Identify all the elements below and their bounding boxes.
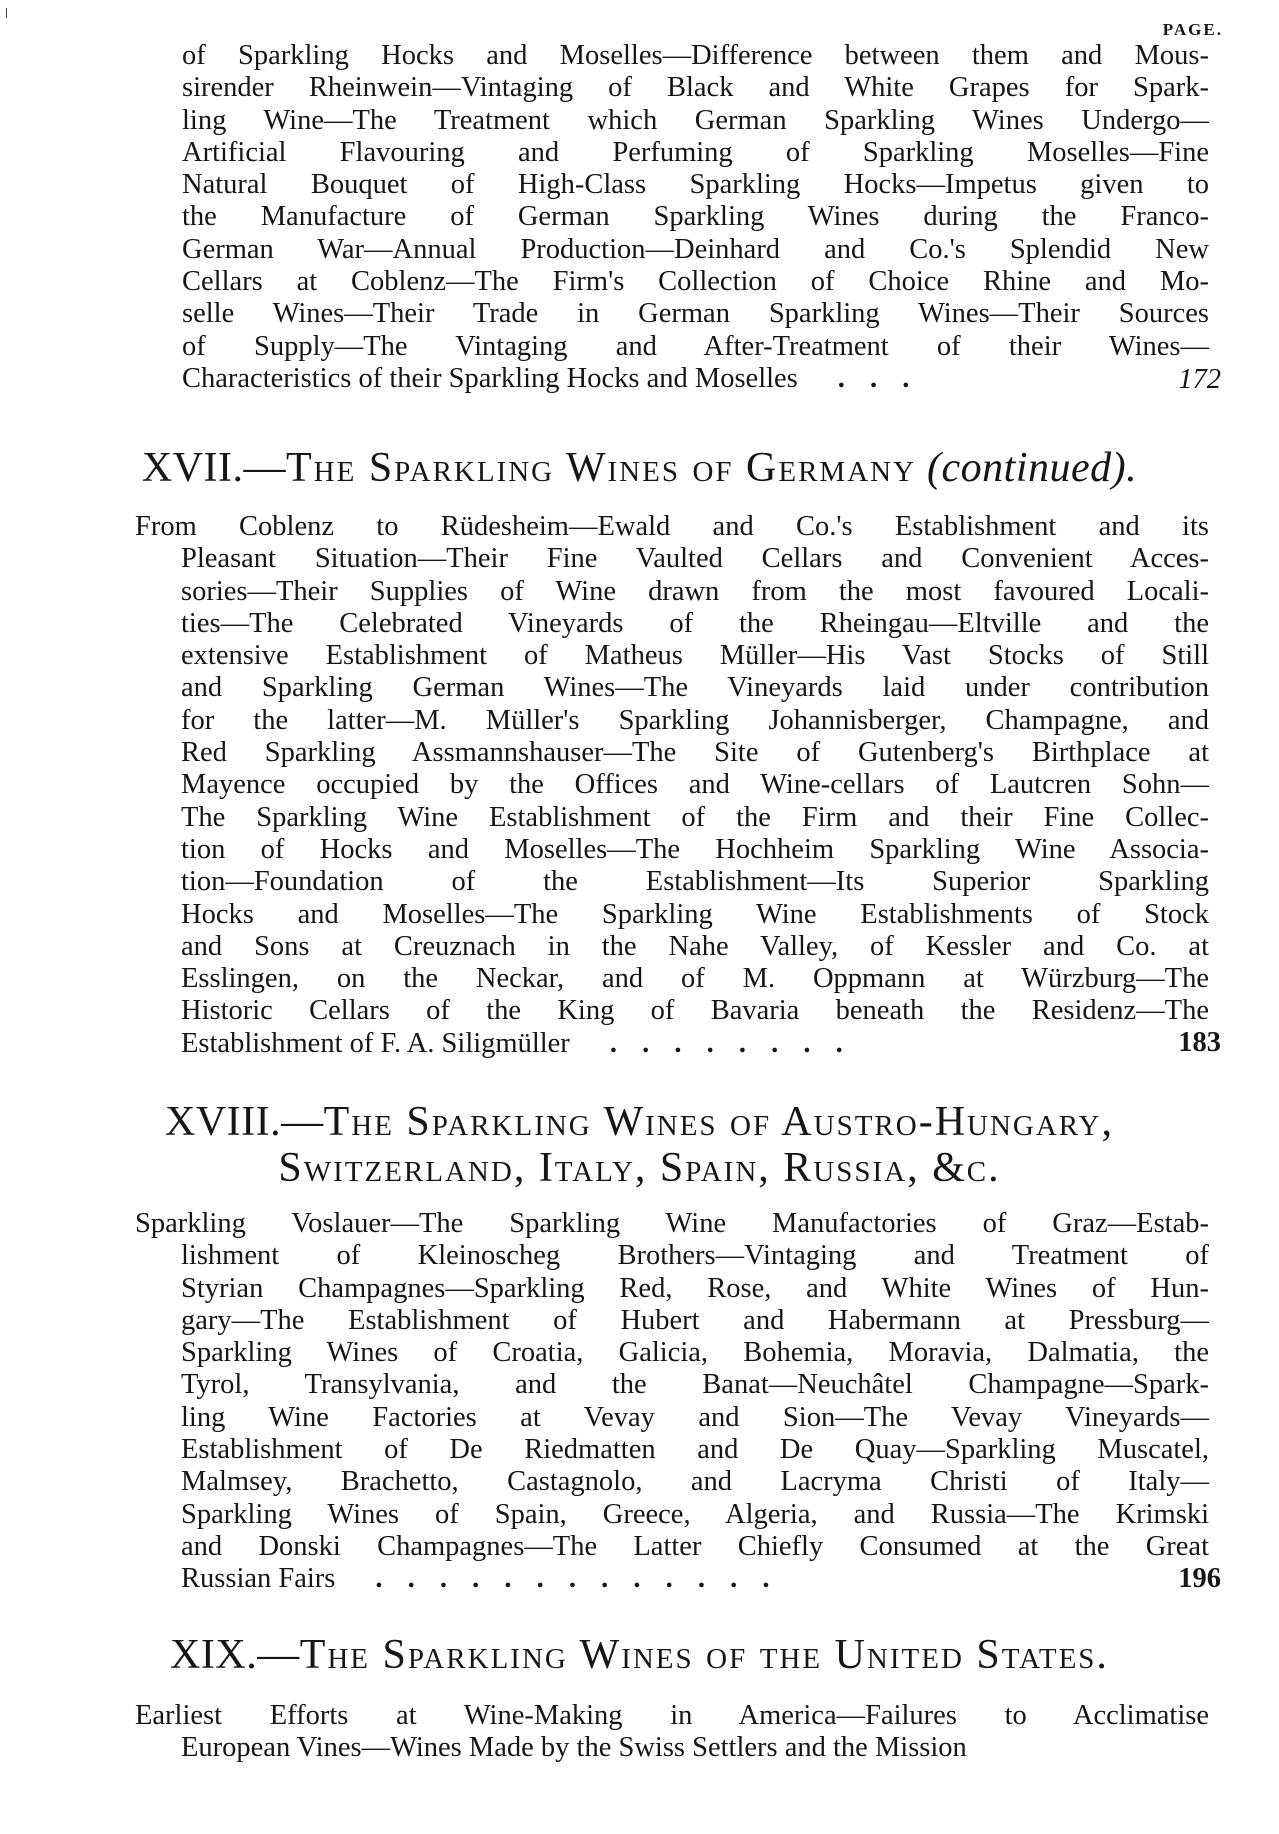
chapter-xvii-title: The Sparkling Wines of Germany — [286, 445, 917, 491]
text-line: European Vines—Wines Made by the Swiss Settlers and the Mission — [181, 1732, 967, 1764]
text-line: lishment of Kleinoscheg Brothers—Vintaging and Treatment of — [181, 1240, 1209, 1272]
text-line: sirender Rheinwein—Vintaging of Black and White Grapes for Spark- — [182, 72, 1209, 104]
text-line: Artificial Flavouring and Perfuming of Sparkling Moselles—Fine — [182, 136, 1209, 168]
text-line: Characteristics of their Sparkling Hocks and Moselles . . . — [182, 362, 910, 394]
chapter-xviii-summary — [135, 1208, 1209, 1596]
chapter-xviii-numeral: XVIII.— — [164, 1099, 324, 1145]
text-line: the Manufacture of German Sparkling Wines during the Franco- — [182, 201, 1209, 233]
text-line: Russian Fairs . . . . . . . . . . . . . — [181, 1563, 770, 1595]
text-line: gary—The Establishment of Hubert and Habermann at Pressburg— — [181, 1304, 1209, 1336]
text-line: tion—Foundation of the Establishment—Its Superior Sparkling — [181, 866, 1209, 898]
text-line: sories—Their Supplies of Wine drawn from the most favoured Locali- — [181, 575, 1209, 607]
text-line: Earliest Efforts at Wine-Making in America—Failures to Acclimatise — [135, 1700, 1209, 1731]
chapter-xix-heading — [0, 1633, 1279, 1677]
text-line: Esslingen, on the Neckar, and of M. Oppmann at Würzburg—The — [181, 963, 1209, 995]
text-line: Natural Bouquet of High-Class Sparkling Hocks—Impetus given to — [182, 169, 1209, 201]
text-line: for the latter—M. Müller's Sparkling Johannisberger, Champagne, and — [181, 704, 1209, 736]
text-line: ties—The Celebrated Vineyards of the Rheingau—Eltville and the — [181, 607, 1209, 639]
text-line: extensive Establishment of Matheus Müller—His Vast Stocks of Still — [181, 640, 1209, 672]
dot-leaders: . . . — [837, 362, 910, 394]
text-line: Mayence occupied by the Offices and Wine-cellars of Lautcren Sohn— — [181, 769, 1209, 801]
chapter-xvii-numeral: XVII.— — [141, 445, 286, 491]
margin-mark — [6, 8, 7, 18]
text-line: selle Wines—Their Trade in German Sparkling Wines—Their Sources — [182, 298, 1209, 330]
chapter-xviii-title: The Sparkling Wines of Austro-Hungary, — [323, 1099, 1114, 1145]
text-line: Hocks and Moselles—The Sparkling Wine Establishments of Stock — [181, 898, 1209, 930]
chapter-xviii-heading — [0, 1100, 1279, 1144]
chapter-xviii-heading-line2 — [0, 1146, 1279, 1190]
chapter-xix-numeral: XIX.— — [170, 1632, 300, 1678]
text-line: German War—Annual Production—Deinhard and Co.'s Splendid New — [182, 233, 1209, 265]
dot-leaders: . . . . . . . . — [609, 1027, 843, 1059]
text-line: Malmsey, Brachetto, Castagnolo, and Lacryma Christi of Italy— — [181, 1466, 1209, 1498]
text-line: Red Sparkling Assmannshauser—The Site of Gutenberg's Birthplace at — [181, 737, 1209, 769]
chapter-xviii-title-line2: Switzerland, Italy, Spain, Russia, &c. — [278, 1145, 1001, 1191]
page-number-196: 196 — [1178, 1563, 1221, 1594]
text-line: tion of Hocks and Moselles—The Hochheim Sparkling Wine Associa- — [181, 833, 1209, 865]
text-line: The Sparkling Wine Establishment of the Firm and their Fine Collec- — [181, 801, 1209, 833]
text-line: Establishment of De Riedmatten and De Quay—Sparkling Muscatel, — [181, 1434, 1209, 1466]
page-column-label: PAGE. — [1162, 20, 1223, 39]
chapter-xvii-summary — [135, 511, 1209, 1060]
chapter-xvi-summary — [182, 40, 1209, 395]
text-line: ling Wine—The Treatment which German Sparkling Wines Undergo— — [182, 104, 1209, 136]
text-line: of Sparkling Hocks and Moselles—Difference between them and Mous- — [182, 40, 1209, 71]
text-line: From Coblenz to Rüdesheim—Ewald and Co.'s Establishment and its — [135, 511, 1209, 542]
page-number-172: 172 — [1178, 364, 1221, 395]
text-line: Styrian Champagnes—Sparkling Red, Rose, and White Wines of Hun- — [181, 1272, 1209, 1304]
dot-leaders: . . . . . . . . . . . . . — [375, 1563, 770, 1595]
text-line: Historic Cellars of the King of Bavaria beneath the Residenz—The — [181, 995, 1209, 1027]
page-number-183: 183 — [1178, 1027, 1221, 1058]
text-line: ling Wine Factories at Vevay and Sion—The Vevay Vineyards— — [181, 1401, 1209, 1433]
text-line: Pleasant Situation—Their Fine Vaulted Cellars and Convenient Acces- — [181, 543, 1209, 575]
chapter-xix-summary — [135, 1700, 1209, 1765]
text-line: and Donski Champagnes—The Latter Chiefly Consumed at the Great — [181, 1530, 1209, 1562]
chapter-xvii-heading — [0, 446, 1279, 490]
text-line: Sparkling Wines of Croatia, Galicia, Bohemia, Moravia, Dalmatia, the — [181, 1337, 1209, 1369]
text-line: and Sons at Creuznach in the Nahe Valley, of Kessler and Co. at — [181, 930, 1209, 962]
chapter-xix-title: The Sparkling Wines of the United States. — [299, 1632, 1109, 1678]
text-line: Cellars at Coblenz—The Firm's Collection of Choice Rhine and Mo- — [182, 266, 1209, 298]
text-line: and Sparkling German Wines—The Vineyards laid under contribution — [181, 672, 1209, 704]
text-line: Sparkling Wines of Spain, Greece, Algeria, and Russia—The Krimski — [181, 1498, 1209, 1530]
text-line: Tyrol, Transylvania, and the Banat—Neuchâtel Champagne—Spark- — [181, 1369, 1209, 1401]
text-line: of Supply—The Vintaging and After-Treatment of their Wines— — [182, 330, 1209, 362]
text-line: Establishment of F. A. Siligmüller . . . . . . . . — [181, 1027, 843, 1059]
text-line: Sparkling Voslauer—The Sparkling Wine Manufactories of Graz—Estab- — [135, 1208, 1209, 1239]
chapter-xvii-continued: (continued). — [927, 445, 1138, 491]
